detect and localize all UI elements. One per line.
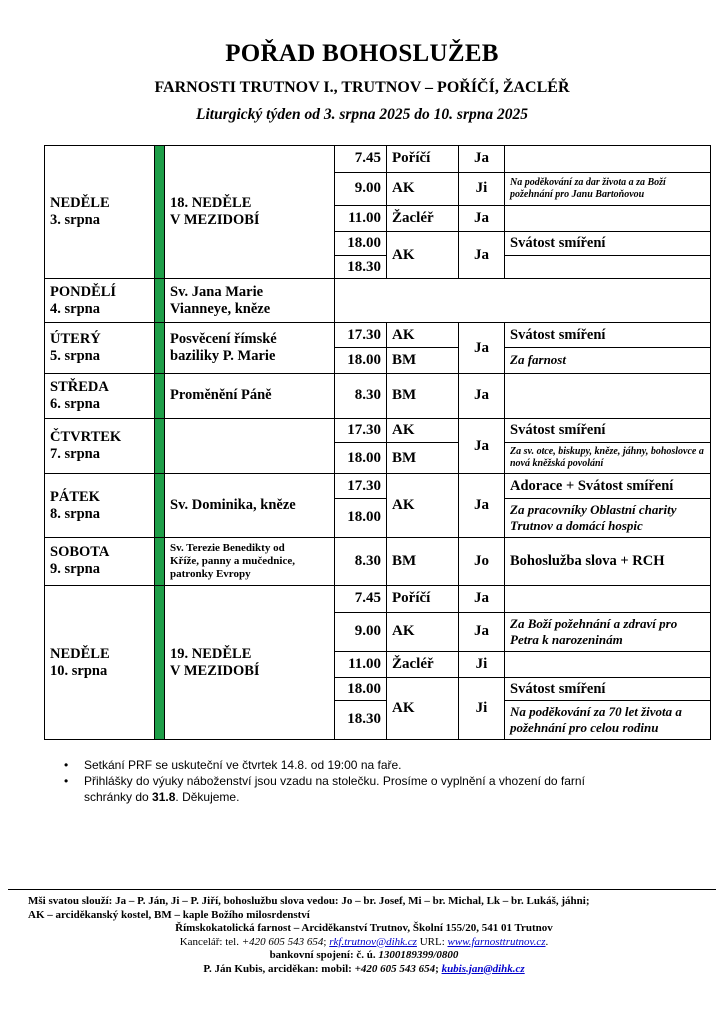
day-cell	[45, 474, 155, 538]
priest-email-link[interactable]: kubis.jan@dihk.cz	[441, 962, 525, 975]
announcement-text: Setkání PRF se uskuteční ve čtvrtek 14.8. od 19:00 na faře.	[84, 758, 402, 772]
day-name: SOBOTA	[50, 544, 110, 561]
mass-time: 7.45	[335, 586, 387, 613]
mass-intention: Bohoslužba slova + RCH	[505, 537, 711, 585]
mass-time: 17.30	[335, 323, 387, 348]
mass-intention: Adorace + Svátost smíření	[505, 474, 711, 499]
celebrant: Ja	[459, 232, 505, 279]
feast-cell	[165, 146, 335, 279]
day-date: 10. srpna	[50, 662, 108, 679]
mass-time: 7.45	[335, 146, 387, 173]
mass-place: AK	[387, 612, 459, 651]
day-name: PONDĚLÍ	[50, 283, 117, 300]
mass-place: BM	[387, 373, 459, 418]
announcements-list	[64, 757, 684, 805]
feast-cell	[165, 373, 335, 418]
feast-cell	[165, 586, 335, 740]
mass-time: 18.00	[335, 678, 387, 701]
legend-line: Mši svatou slouží: Ja – P. Ján, Ji – P. Jiří, bohoslužbu slova vedou: Jo – br. Josef, Mi – br. Michal, Lk – br. Lukáš, jáhni;	[28, 895, 590, 907]
mass-intention	[505, 255, 711, 279]
liturgical-color-bar	[155, 323, 165, 373]
day-name: NEDĚLE	[50, 195, 110, 212]
parish-subtitle: FARNOSTI TRUTNOV I., TRUTNOV – POŘÍČÍ, ŽACLÉŘ	[154, 79, 570, 96]
mass-time: 18.30	[335, 255, 387, 279]
feast-line: baziliky P. Marie	[170, 348, 276, 365]
day-name: STŘEDA	[50, 378, 109, 395]
office-phone: +420 605 543 654	[241, 935, 324, 948]
day-date: 3. srpna	[50, 212, 100, 229]
feast-cell	[165, 279, 335, 323]
day-name: ČTVRTEK	[50, 429, 122, 446]
table-row	[45, 418, 711, 443]
feast-line: V MEZIDOBÍ	[170, 662, 260, 679]
celebrant: Jo	[459, 537, 505, 585]
celebrant: Ji	[459, 651, 505, 678]
mass-place: Poříčí	[387, 586, 459, 613]
feast-line: 19. NEDĚLE	[170, 645, 252, 662]
table-row	[45, 279, 711, 323]
deadline-date: 31.8	[152, 790, 176, 804]
mass-time: 18.00	[335, 498, 387, 537]
mass-intention	[505, 586, 711, 613]
page-title: POŘAD BOHOSLUŽEB	[225, 40, 499, 67]
feast-line: Kříže, panny a mučednice,	[170, 554, 295, 567]
table-row	[45, 373, 711, 418]
footer	[28, 895, 700, 976]
feast-line: 18. NEDĚLE	[170, 195, 252, 212]
mass-time: 9.00	[335, 612, 387, 651]
separator: ;	[435, 962, 442, 975]
parish-address: Římskokatolická farnost – Arciděkanství Trutnov, Školní 155/20, 541 01 Trutnov	[175, 922, 553, 934]
celebrant: Ja	[459, 146, 505, 173]
day-cell	[45, 373, 155, 418]
mass-place: BM	[387, 537, 459, 585]
celebrant: Ji	[459, 172, 505, 205]
day-cell	[45, 323, 155, 373]
mass-place: BM	[387, 348, 459, 374]
mass-place: AK	[387, 232, 459, 279]
bullet-icon: •	[64, 774, 69, 788]
liturgical-color-bar	[155, 279, 165, 323]
mass-place: AK	[387, 678, 459, 740]
mass-intention: Svátost smíření	[505, 678, 711, 701]
separator: .	[545, 935, 549, 948]
table-row	[45, 323, 711, 348]
feast-line: Sv. Jana Marie	[170, 283, 264, 300]
announcement-text: Přihlášky do výuky náboženství jsou vzadu na stolečku. Prosíme o vyplnění a vhození do farní	[84, 774, 585, 788]
mass-intention	[505, 205, 711, 232]
mass-time: 8.30	[335, 537, 387, 585]
bank-account-number: 1300189399/0800	[378, 949, 459, 961]
office-label: Kancelář: tel.	[179, 935, 242, 948]
bullet-icon: •	[64, 758, 69, 772]
mass-time: 9.00	[335, 172, 387, 205]
day-name: ÚTERÝ	[50, 331, 101, 348]
mass-place: BM	[387, 443, 459, 474]
day-date: 6. srpna	[50, 395, 100, 412]
priest-contact	[28, 963, 700, 977]
mass-place: AK	[387, 323, 459, 348]
liturgical-color-bar	[155, 474, 165, 538]
mass-intention: Svátost smíření	[505, 323, 711, 348]
day-cell	[45, 586, 155, 740]
feast-cell	[165, 537, 335, 585]
mass-place: Poříčí	[387, 146, 459, 173]
footer-divider	[8, 889, 716, 890]
mass-time: 18.30	[335, 700, 387, 739]
mass-intention: Na poděkování za 70 let života a požehnání pro celou rodinu	[505, 700, 711, 739]
mass-intention: Za Boží požehnání a zdraví pro Petra k narozeninám	[505, 612, 711, 651]
office-email-link[interactable]: rkf.trutnov@dihk.cz	[329, 935, 417, 948]
list-item	[64, 757, 684, 773]
office-contact	[28, 936, 700, 950]
celebrant: Ja	[459, 612, 505, 651]
mass-time: 17.30	[335, 474, 387, 499]
url-label: URL:	[416, 935, 448, 948]
liturgical-color-bar	[155, 146, 165, 279]
legend-line: AK – arciděkanský kostel, BM – kaple Božího milosrdenství	[28, 908, 310, 921]
feast-line: Sv. Terezie Benedikty od	[170, 541, 285, 554]
day-cell	[45, 279, 155, 323]
feast-cell	[165, 474, 335, 538]
celebrant: Ja	[459, 586, 505, 613]
feast-line: V MEZIDOBÍ	[170, 212, 260, 229]
celebrant: Ja	[459, 323, 505, 373]
mass-place: AK	[387, 172, 459, 205]
day-date: 7. srpna	[50, 446, 100, 463]
feast-cell	[165, 418, 335, 473]
announcement-text: . Děkujeme.	[175, 790, 240, 804]
priest-label: P. Ján Kubis, arciděkan: mobil:	[203, 962, 355, 975]
day-name: PÁTEK	[50, 488, 100, 505]
mass-intention: Svátost smíření	[505, 232, 711, 256]
mass-time: 8.30	[335, 373, 387, 418]
mass-time: 18.00	[335, 232, 387, 256]
liturgical-color-bar	[155, 373, 165, 418]
day-cell	[45, 537, 155, 585]
mass-place: Žacléř	[387, 205, 459, 232]
schedule-table	[44, 145, 711, 740]
empty-schedule-cell	[335, 279, 711, 323]
website-link[interactable]: www.farnosttrutnov.cz	[447, 935, 546, 948]
separator: ;	[323, 935, 330, 948]
day-cell	[45, 418, 155, 473]
day-date: 5. srpna	[50, 348, 100, 365]
bank-label: bankovní spojení: č. ú.	[269, 949, 379, 961]
mass-place: AK	[387, 474, 459, 538]
feast-line: Posvěcení římské	[170, 331, 277, 348]
mass-place: Žacléř	[387, 651, 459, 678]
table-row	[45, 537, 711, 585]
mass-intention	[505, 651, 711, 678]
mass-intention	[505, 146, 711, 173]
celebrant: Ji	[459, 678, 505, 740]
day-date: 8. srpna	[50, 505, 100, 522]
celebrant: Ja	[459, 373, 505, 418]
day-name: NEDĚLE	[50, 645, 110, 662]
table-row	[45, 586, 711, 613]
table-row	[45, 474, 711, 499]
feast-line: Vianneye, kněze	[170, 300, 271, 317]
feast-cell	[165, 323, 335, 373]
priest-phone: +420 605 543 654	[354, 962, 436, 975]
mass-intention: Za sv. otce, biskupy, kněze, jáhny, bohoslovce a nová kněžská povolání	[505, 443, 711, 474]
mass-intention: Za pracovníky Oblastní charity Trutnov a domácí hospic	[505, 498, 711, 537]
celebrant: Ja	[459, 418, 505, 473]
table-row	[45, 146, 711, 173]
celebrant: Ja	[459, 474, 505, 538]
mass-time: 17.30	[335, 418, 387, 443]
day-date: 9. srpna	[50, 561, 100, 578]
liturgical-week: Liturgický týden od 3. srpna 2025 do 10. srpna 2025	[196, 106, 528, 123]
feast-line: Sv. Dominika, kněze	[170, 497, 296, 514]
liturgical-color-bar	[155, 586, 165, 740]
mass-time: 11.00	[335, 205, 387, 232]
mass-intention: Za farnost	[505, 348, 711, 374]
mass-place: AK	[387, 418, 459, 443]
mass-time: 18.00	[335, 348, 387, 374]
bank-account	[28, 949, 700, 963]
day-cell	[45, 146, 155, 279]
mass-intention: Svátost smíření	[505, 418, 711, 443]
celebrant: Ja	[459, 205, 505, 232]
liturgical-color-bar	[155, 418, 165, 473]
feast-line: Proměnění Páně	[170, 387, 272, 404]
mass-intention: Na poděkování za dar života a za Boží požehnání pro Janu Bartoňovou	[505, 172, 711, 205]
mass-time: 11.00	[335, 651, 387, 678]
feast-line: patronky Evropy	[170, 567, 251, 580]
mass-intention	[505, 373, 711, 418]
day-date: 4. srpna	[50, 300, 100, 317]
announcement-text: schránky do	[84, 790, 153, 804]
liturgical-color-bar	[155, 537, 165, 585]
mass-time: 18.00	[335, 443, 387, 474]
list-item	[64, 773, 684, 805]
